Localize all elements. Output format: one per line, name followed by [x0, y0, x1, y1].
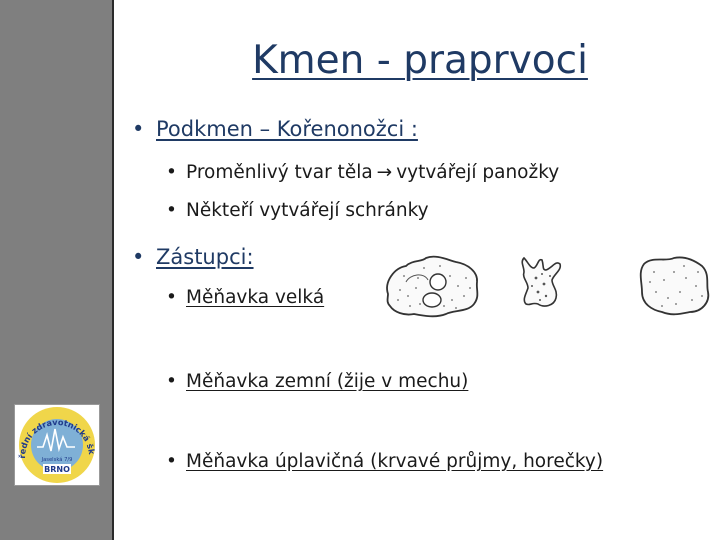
bullet-dot: • [166, 371, 177, 392]
amoeba-large-icon [380, 254, 484, 320]
bullet-dot: • [132, 117, 145, 141]
trait-2-text: Někteří vytvářejí schránky [186, 200, 429, 221]
school-logo [14, 404, 100, 486]
trait-1-after: vytvářejí panožky [396, 162, 560, 183]
bullet-representatives [132, 245, 254, 269]
trait-1-before: Proměnlivý tvar těla [186, 162, 373, 183]
representative-item-1 [166, 287, 324, 308]
trait-item-1 [166, 162, 559, 183]
amoeba-round-icon [636, 254, 712, 318]
logo-arc-text: řední zdravotnická šk [16, 416, 97, 459]
bullet-dot: • [166, 162, 177, 183]
logo-address: Jaselská 7/9 [41, 457, 73, 463]
bullet-dot: • [132, 245, 145, 269]
representative-2-text: Měňavka zemní (žije v mechu) [186, 371, 469, 392]
arrow-right-icon: → [376, 162, 393, 183]
amoeba-small-icon [516, 254, 568, 310]
logo-city: BRNO [44, 465, 70, 474]
representatives-heading: Zástupci: [156, 245, 254, 269]
bullet-subphylum [132, 117, 418, 141]
subphylum-text: Podkmen – Kořenonožci : [156, 117, 418, 141]
slide-title: Kmen - praprvoci [252, 38, 588, 83]
trait-item-2 [166, 200, 429, 221]
representative-item-3 [166, 451, 603, 472]
school-logo-emblem [15, 405, 99, 485]
representative-1-text: Měňavka velká [186, 287, 325, 308]
bullet-dot: • [166, 287, 177, 308]
bullet-dot: • [166, 451, 177, 472]
representative-3-text: Měňavka úplavičná (krvavé průjmy, horečky) [186, 451, 604, 472]
representative-item-2 [166, 371, 468, 392]
bullet-dot: • [166, 200, 177, 221]
